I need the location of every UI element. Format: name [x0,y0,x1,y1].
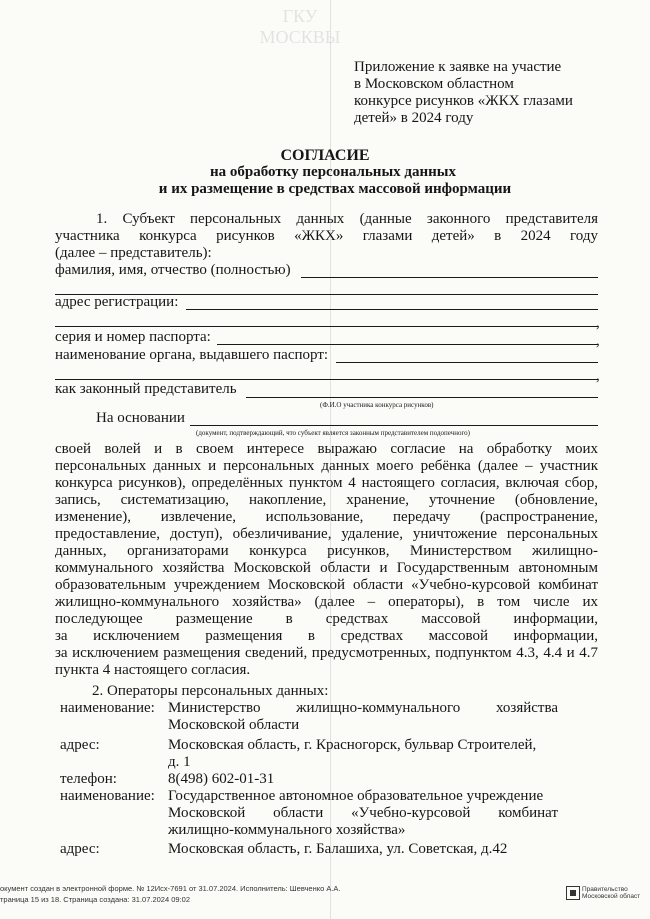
document-subtitle-1: на обработку персональных данных [210,164,456,180]
operator2-name-label: наименование: [60,788,155,804]
operator1-name-line-2: Московской области [168,717,300,733]
representative-field[interactable] [246,397,598,398]
fio-field[interactable] [301,277,598,278]
basis-caption: (документ, подтверждающий, что субъект является законным представителем подопечного) [196,429,470,437]
body-line-9: образовательным учреждением Московской области «Учебно-курсовой комбинат [55,577,598,593]
basis-field[interactable] [190,425,598,426]
government-logo-icon [566,886,580,900]
operator1-address-line-1: Московская область, г. Красногорск, бульвар Строителей, [168,737,537,753]
body-line-13: за исключением размещения сведений, предусмотренных, подпунктом 4.3, 4.4 и 4.7 [55,645,598,661]
operator2-name-line-3: жилищно-коммунального хозяйства» [168,822,406,838]
passport-comma: , [596,333,600,349]
section1-line-2: участника конкурса рисунков «ЖКХ» глазами детей» в 2024 году [55,228,598,244]
operator1-phone: 8(498) 602-01-31 [168,771,275,787]
basis-label: На основании [96,410,185,426]
footer-doc-info: окумент создан в электронной форме. № 12Исх-7691 от 31.07.2024. Исполнитель: Шевченко А.А. [0,884,341,893]
operator1-phone-label: телефон: [60,771,117,787]
issuer-field-continued[interactable] [55,379,598,380]
attachment-line-1: Приложение к заявке на участие [354,59,562,75]
representative-caption: (Ф.И.О участника конкурса рисунков) [320,401,434,409]
address-field-continued[interactable] [55,326,598,327]
body-line-6: предоставление, доступ), обезличивание, удаление, уничтожение персональных [55,526,598,542]
document-subtitle-2: и их размещение в средствах массовой информации [158,181,512,197]
attachment-line-4: детей» в 2024 году [354,110,474,126]
section1-line-1: 1. Субъект персональных данных (данные законного представителя [96,211,598,227]
body-line-2: персональных данных и персональных данных моего ребёнка (далее – участник [55,458,598,474]
operator1-name-line-1: Министерство жилищно-коммунального хозяйства [168,700,558,716]
issuer-comma: , [596,368,600,384]
section2-heading: 2. Операторы персональных данных: [92,683,329,699]
attachment-line-3: конкурсе рисунков «ЖКХ глазами [354,93,573,109]
section1-line-3: (далее – представитель): [55,245,212,261]
footer-logo-text-2: Московской област [582,893,641,900]
operator1-address-label: адрес: [60,737,100,753]
body-line-11: последующее размещение в средствах массовой информации, [55,611,598,627]
body-line-8: коммунального хозяйства Московской области и Государственным автономным [55,560,598,576]
operator2-address-label: адрес: [60,841,100,857]
body-line-10: жилищно-коммунального хозяйства» (далее – операторы), в том числе их [55,594,598,610]
footer-page-info: траница 15 из 18. Страница создана: 31.07.2024 09:02 [0,895,190,904]
body-line-12: за исключением размещения в средствах массовой информации, [55,628,598,644]
attachment-line-2: в Московском областном [354,76,514,92]
representative-label: как законный представитель [55,381,237,397]
document-title: СОГЛАСИЕ [280,147,370,164]
body-line-3: конкурса рисунков), определённых пунктом 4 настоящего согласия, включая сбор, [55,475,598,491]
body-line-4: запись, систематизацию, накопление, хранение, уточнение (обновление, [55,492,598,508]
body-line-1: своей волей и в своем интересе выражаю согласие на обработку моих [55,441,598,457]
issuer-label: наименование органа, выдавшего паспорт: [55,347,329,363]
fio-label: фамилия, имя, отчество (полностью) [55,262,291,278]
issuer-field[interactable] [336,362,598,363]
operator2-address: Московская область, г. Балашиха, ул. Советская, д.42 [168,841,508,857]
bleed-through-stamp: ГКУ МОСКВЫ [259,6,341,47]
body-line-7: данных, организаторами конкурса рисунков, Министерством жилищно- [55,543,598,559]
passport-field[interactable] [217,344,598,345]
address-comma: , [596,315,600,331]
address-field[interactable] [186,309,598,310]
operator1-address-line-2: д. 1 [168,754,191,770]
address-label: адрес регистрации: [55,294,179,310]
operator2-name-line-2: Московской области «Учебно-курсовой комбинат [168,805,558,821]
operator1-name-label: наименование: [60,700,155,716]
body-line-5: изменение), извлечение, использование, передачу (распространение, [55,509,598,525]
operator2-name-line-1: Государственное автономное образовательное учреждение [168,788,544,804]
body-line-14: пункта 4 настоящего согласия. [55,662,251,678]
passport-label: серия и номер паспорта: [55,329,211,345]
footer-logo-text-1: Правительство [582,886,628,893]
